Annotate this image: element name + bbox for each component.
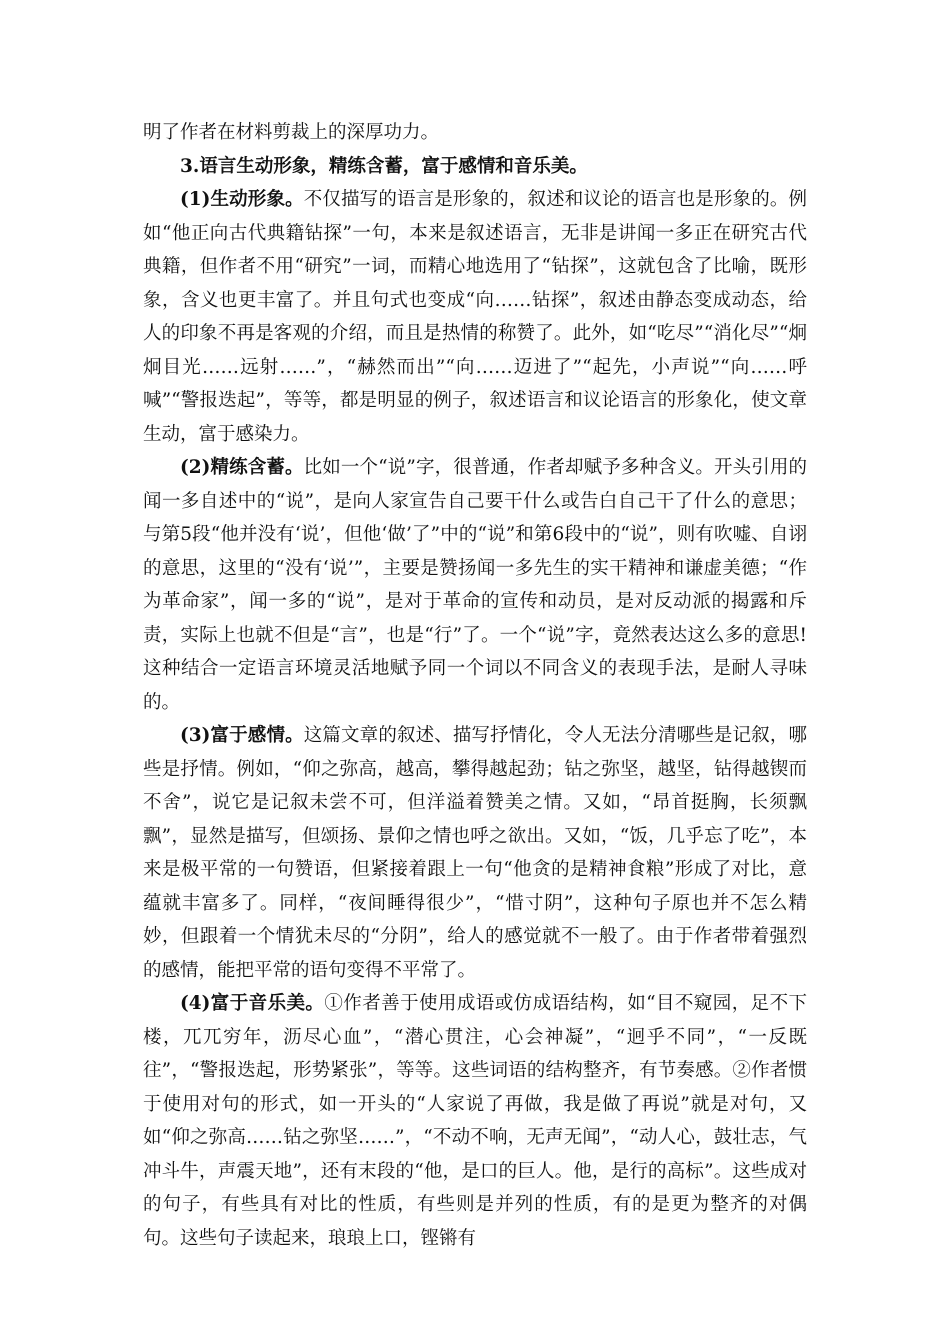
paragraph-body: 不仅描写的语言是形象的，叙述和议论的语言也是形象的。例如“他正向古代典籍钻探”一句，本来是叙述语言，无非是讲闻一多正在研究古代典籍，但作者不用“研究”一词，而精心地选用了“钻探”，这就包含了比喻，既形象，含义也更丰富了。并且句式也变成“向……钻探”，叙述由静态变成动态，给人的印象不再是客观的介绍，而且是热情的称赞了。此外，如“吃尽”“消化尽”“炯炯目光……远射……”，“赫然而出”“向……迈进了”“起先，小声说”“向……呼喊”“警报迭起”，等等，都是明显的例子，叙述语言和议论语言的形象化，使文章生动，富于感染力。 (143, 189, 807, 445)
paragraph-body: 这篇文章的叙述、描写抒情化，令人无法分清哪些是记叙，哪些是抒情。例如，“仰之弥高，越高，攀得越起劲；钻之弥坚，越坚，钻得越锲而不舍”，说它是记叙未尝不可，但洋溢着赞美之情。又如，“昂首挺胸，长须飘飘”，显然是描写，但颂扬、景仰之情也呼之欲出。又如，“饭，几乎忘了吃”，本来是极平常的一句赞语，但紧接着跟上一句“他贪的是精神食粮”形成了对比，意蕴就丰富多了。同样，“夜间睡得很少”，“惜寸阴”，这种句子原也并不怎么精妙，但跟着一个情犹未尽的“分阴”，给人的感觉就不一般了。由于作者带着强烈的感情，能把平常的语句变得不平常了。 (143, 725, 807, 981)
document-page (143, 116, 807, 1255)
paragraph-lead: (3)富于感情。 (180, 725, 304, 746)
paragraph-lead: (1)生动形象。 (180, 189, 304, 210)
paragraph-lead: (4)富于音乐美。 (180, 993, 325, 1014)
paragraph-lead: (2)精练含蓄。 (180, 457, 304, 478)
paragraph-emotion (143, 719, 807, 987)
paragraph-body: ①作者善于使用成语或仿成语结构，如“目不窥园，足不下楼，兀兀穷年，沥尽心血”，“潜心贯注，心会神凝”，“迥乎不同”，“一反既往”，“警报迭起，形势紧张”，等等。这些词语的结构整齐，有节奏感。②作者惯于使用对句的形式，如一开头的“人家说了再做，我是做了再说”就是对句，又如“仰之弥高……钻之弥坚……”，“不动不响，无声无闻”，“动人心，鼓壮志，气冲斗牛，声震天地”，还有末段的“他，是口的巨人。他，是行的高标”。这些成对的句子，有些具有对比的性质，有些则是并列的性质，有的是更为整齐的对偶句。这些句子读起来，琅琅上口，铿锵有 (143, 993, 807, 1249)
paragraph-continuation: 明了作者在材料剪裁上的深厚功力。 (143, 122, 440, 143)
paragraph-body: 比如一个“说”字，很普通，作者却赋予多种含义。开头引用的闻一多自述中的“说”，是向人家宣告自己要干什么或告白自己干了什么的意思；与第5段“他并没有‘说’，但他‘做’了”中的“说”和第6段中的“说”，则有吹嘘、自诩的意思，这里的“没有‘说’”，主要是赞扬闻一多先生的实干精神和谦虚美德；“作为革命家”，闻一多的“说”，是对于革命的宣传和动员，是对反动派的揭露和斥责，实际上也就不但是“言”，也是“行”了。一个“说”字，竟然表达这么多的意思!这种结合一定语言环境灵活地赋予同一个词以不同含义的表现手法，是耐人寻味的。 (143, 457, 807, 713)
paragraph-music (143, 987, 807, 1255)
section-heading: 3.语言生动形象，精练含蓄，富于感情和音乐美。 (180, 155, 588, 177)
paragraph-concise (143, 451, 807, 719)
paragraph-vivid (143, 183, 807, 451)
